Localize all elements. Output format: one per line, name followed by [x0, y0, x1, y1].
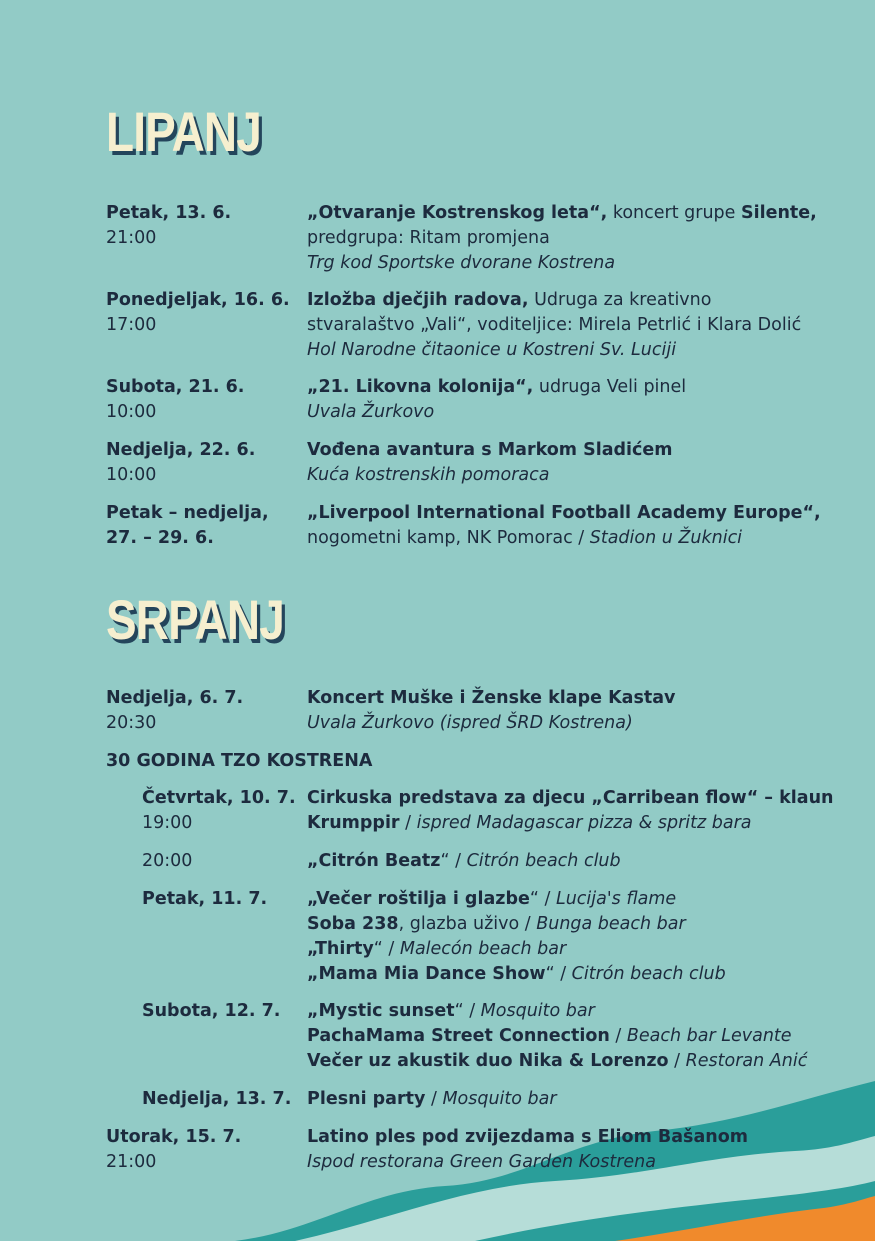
month-title-srpanj: SRPANJ: [106, 588, 284, 651]
separator: “ /: [373, 939, 400, 959]
event-place: Restoran Anić: [685, 1051, 808, 1071]
event-title: Cirkuska predstava za djecu „Carribean flow“ – klaun: [307, 788, 834, 808]
event-title: Izložba dječjih radova,: [307, 290, 529, 310]
separator: /: [609, 1026, 627, 1046]
event-place: Malecón beach bar: [399, 939, 567, 959]
event-title: „21. Likovna kolonija“,: [307, 377, 534, 397]
event-title: Koncert Muške i Ženske klape Kastav: [307, 688, 676, 708]
event-place: Uvala Žurkovo (ispred ŠRD Kostrena): [307, 713, 633, 733]
event-time: 21:00: [106, 228, 157, 248]
event-day: Subota, 21. 6.: [106, 377, 245, 397]
event-day: Utorak, 15. 7.: [106, 1127, 242, 1147]
event-place: Mosquito bar: [480, 1001, 595, 1021]
event-place: Beach bar Levante: [626, 1026, 792, 1046]
event-title: Vođena avantura s Markom Sladićem: [307, 440, 673, 460]
event-day: Petak, 11. 7.: [142, 889, 268, 909]
event-title: Soba 238: [307, 914, 399, 934]
event-title: Latino ples pod zvijezdama s Eliom Bašanom: [307, 1127, 748, 1147]
event-day: Petak – nedjelja,: [106, 503, 269, 523]
event-place: Uvala Žurkovo: [307, 402, 435, 422]
event-title: „Thirty: [307, 939, 374, 959]
event-day: Nedjelja, 22. 6.: [106, 440, 256, 460]
event-text: Udruga za kreativno: [528, 290, 712, 310]
event-day: Nedjelja, 13. 7.: [142, 1089, 292, 1109]
separator: “ /: [454, 1001, 481, 1021]
event-time: 17:00: [106, 315, 157, 335]
event-place: Citrón beach club: [571, 964, 726, 984]
event-place: Ispod restorana Green Garden Kostrena: [307, 1152, 656, 1172]
event-time: 21:00: [106, 1152, 157, 1172]
event-day: Nedjelja, 6. 7.: [106, 688, 244, 708]
event-place: Stadion u Žuknici: [589, 528, 743, 548]
event-place: ispred Madagascar pizza & spritz bara: [416, 813, 752, 833]
event-time: 10:00: [106, 465, 157, 485]
section-heading: 30 GODINA TZO KOSTRENA: [106, 751, 373, 771]
month-title-lipanj: LIPANJ: [106, 100, 261, 163]
event-title: Plesni party: [307, 1089, 426, 1109]
event-title-band: Silente,: [740, 203, 817, 223]
event-day: Četvrtak, 10. 7.: [142, 788, 296, 808]
separator: “ /: [440, 851, 467, 871]
event-title: Večer uz akustik duo Nika & Lorenzo: [307, 1051, 669, 1071]
separator: /: [668, 1051, 686, 1071]
event-time: 10:00: [106, 402, 157, 422]
event-place: Kuća kostrenskih pomoraca: [307, 465, 550, 485]
event-place: Hol Narodne čitaonice u Kostreni Sv. Luciji: [307, 340, 677, 360]
event-text: , glazba uživo /: [398, 914, 537, 934]
event-place: Lucija's flame: [555, 889, 677, 909]
event-title: PachaMama Street Connection: [307, 1026, 610, 1046]
event-dates: 27. – 29. 6.: [106, 528, 214, 548]
separator: “ /: [529, 889, 556, 909]
event-title: „Večer roštilja i glazbe: [307, 889, 530, 909]
event-title: „Mama Mia Dance Show: [307, 964, 546, 984]
separator: /: [399, 813, 417, 833]
event-day: Ponedjeljak, 16. 6.: [106, 290, 290, 310]
event-day: Subota, 12. 7.: [142, 1001, 281, 1021]
event-text: koncert grupe: [607, 203, 741, 223]
event-time: 20:30: [106, 713, 157, 733]
separator: “ /: [545, 964, 572, 984]
event-title: „Citrón Beatz: [307, 851, 441, 871]
event-title: „Liverpool International Football Academy Europe“,: [307, 503, 821, 523]
event-time: 20:00: [142, 851, 193, 871]
event-place: Bunga beach bar: [536, 914, 686, 934]
event-text: predgrupa: Ritam promjena: [307, 228, 550, 248]
event-text: udruga Veli pinel: [533, 377, 687, 397]
event-text: nogometni kamp, NK Pomorac /: [307, 528, 590, 548]
event-time: 19:00: [142, 813, 193, 833]
event-title: „Mystic sunset: [307, 1001, 455, 1021]
event-title: „Otvaranje Kostrenskog leta“,: [307, 203, 608, 223]
event-day: Petak, 13. 6.: [106, 203, 232, 223]
event-place: Citrón beach club: [466, 851, 621, 871]
event-performer: Krumppir: [307, 813, 400, 833]
separator: /: [425, 1089, 443, 1109]
event-text: stvaralaštvo „Vali“, voditeljice: Mirela Petrlić i Klara Dolić: [307, 315, 802, 335]
event-place: Trg kod Sportske dvorane Kostrena: [307, 253, 616, 273]
event-place: Mosquito bar: [442, 1089, 557, 1109]
